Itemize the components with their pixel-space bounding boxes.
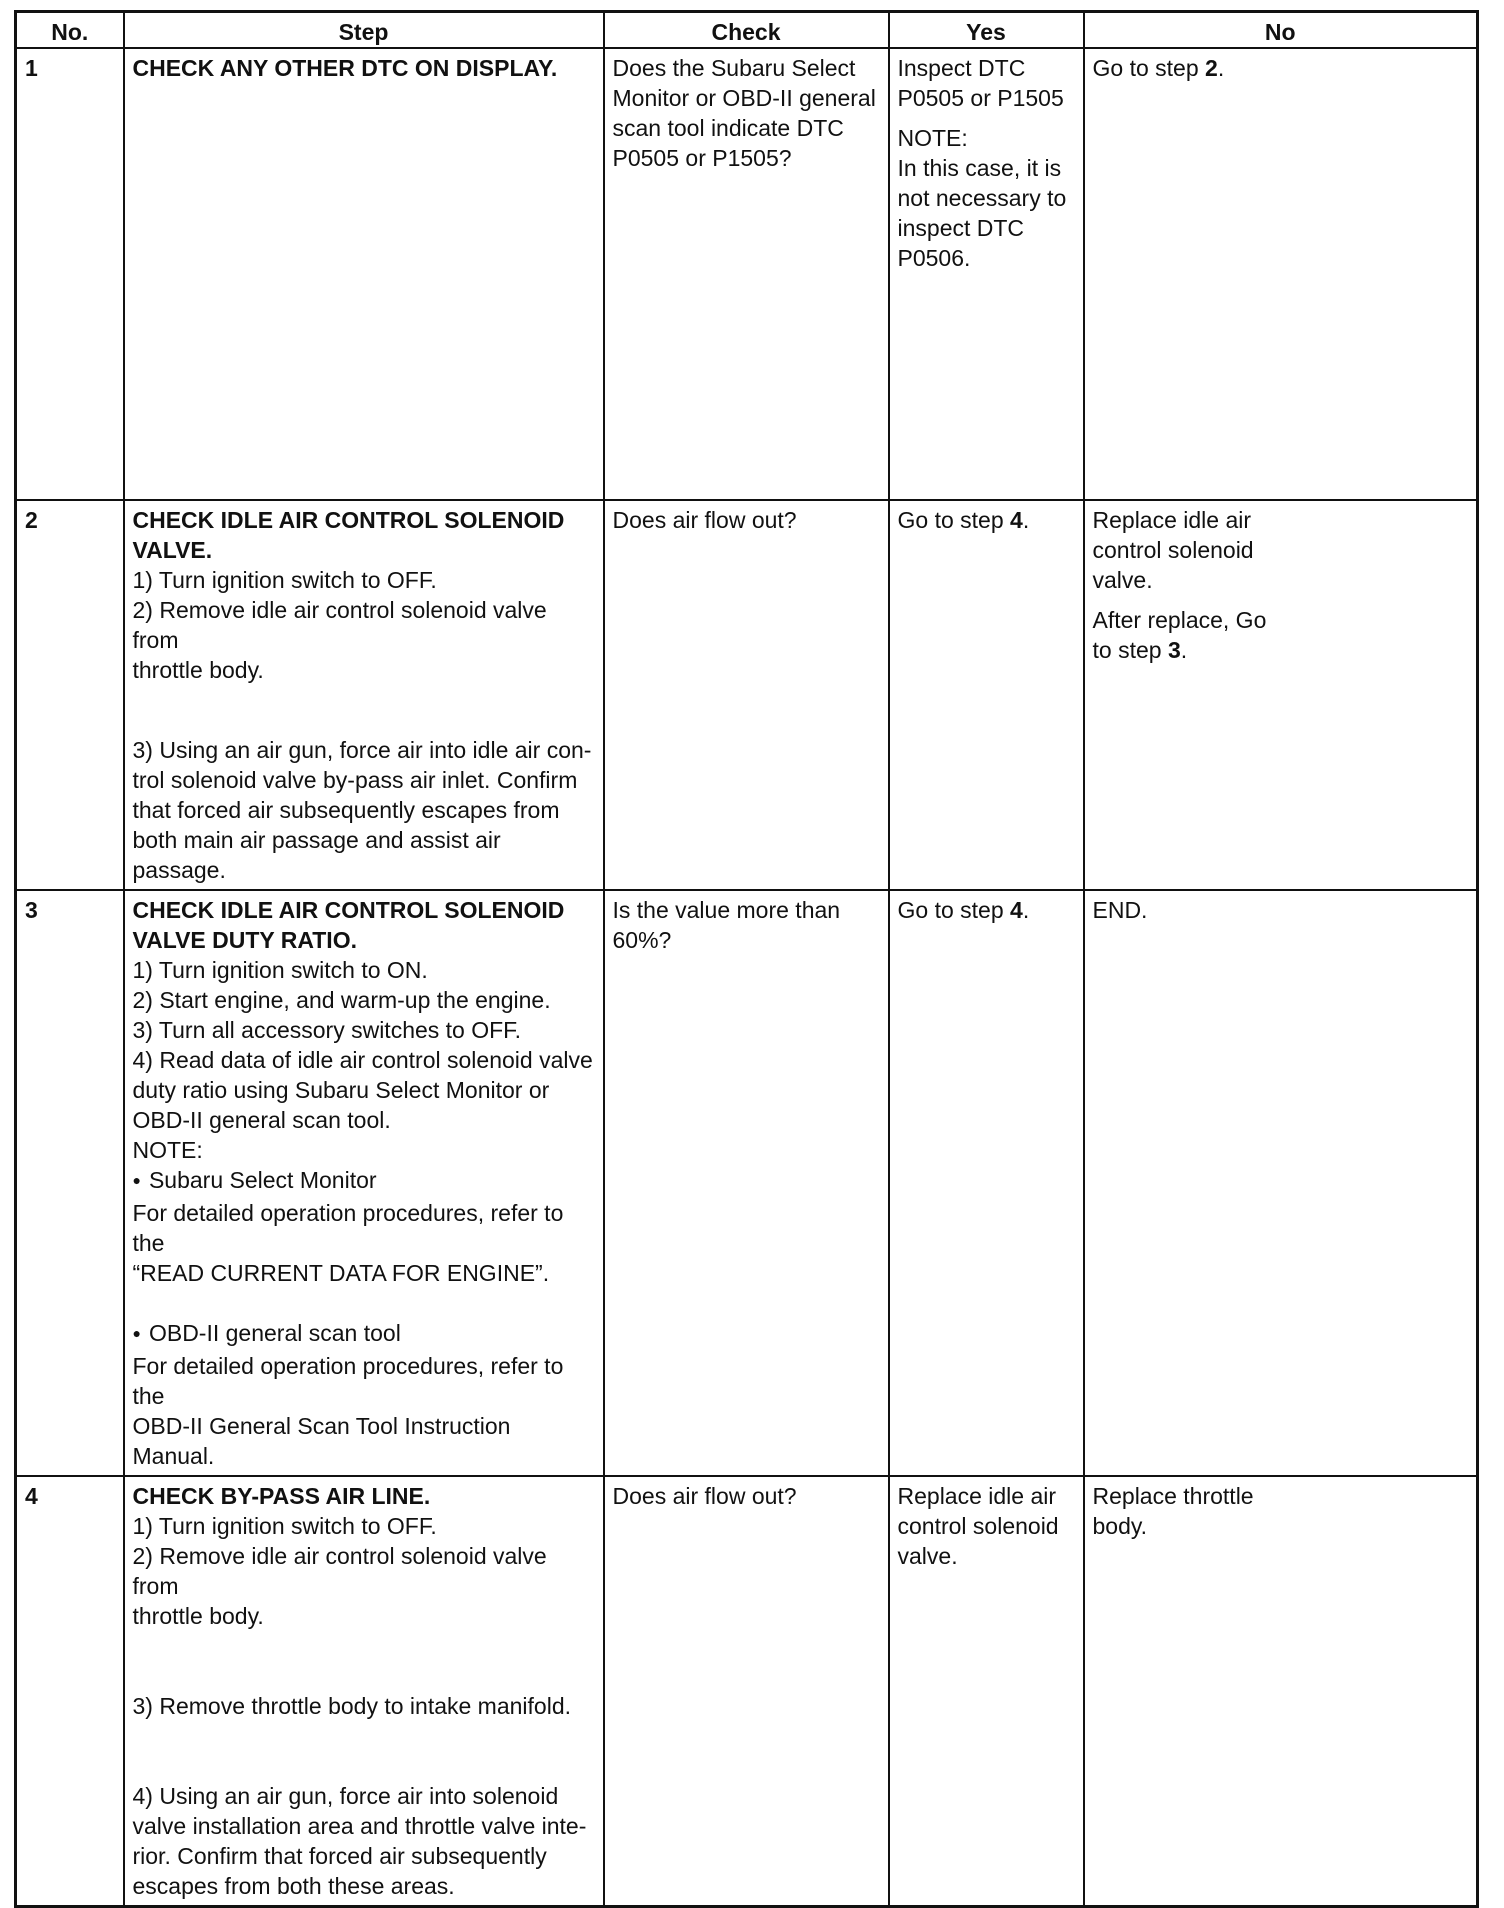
step-line: For detailed operation procedures, refer to the [132,1353,564,1409]
row-number: 1 [16,48,124,500]
step-line: both main air passage and assist air passage. [132,827,501,883]
step-line: 1) Turn ignition switch to OFF. [132,1513,437,1539]
step-line: 3) Turn all accessory switches to OFF. [132,1017,522,1043]
step-line: NOTE: [132,1137,203,1163]
step-line: “READ CURRENT DATA FOR ENGINE”. [132,1260,550,1286]
yes-line: valve. [897,1543,958,1569]
no-line: body. [1092,1513,1148,1539]
check-line: Does the Subaru Select [612,55,856,81]
note-label: NOTE: [897,125,968,151]
no-line: Replace idle air [1092,507,1252,533]
step-title: VALVE. [132,537,213,563]
step-line: trol solenoid valve by-pass air inlet. Confirm [132,767,578,793]
step-line: OBD-II general scan tool. [132,1107,391,1133]
yes-text: Go to step [897,897,1011,923]
yes-line: Replace idle air [897,1483,1057,1509]
no-text: to step [1092,637,1168,663]
bullet-item: ● OBD-II general scan tool [133,1318,595,1351]
check-cell: Does air flow out? [604,1476,889,1907]
no-cell [1084,500,1478,890]
note-line: P0506. [897,245,971,271]
step-line: throttle body. [132,1603,264,1629]
step-title: CHECK BY-PASS AIR LINE. [132,1483,431,1509]
step-line: escapes from both these areas. [132,1873,455,1899]
step-title: CHECK IDLE AIR CONTROL SOLENOID [132,897,565,923]
no-cell [1084,1476,1478,1907]
step-ref: 2 [1205,55,1218,81]
step-line: 2) Start engine, and warm-up the engine. [132,987,551,1013]
check-cell [604,890,889,1476]
yes-suffix: . [1022,897,1030,923]
check-line: 60%? [612,927,672,953]
table-row [16,500,1478,890]
step-line: rior. Confirm that forced air subsequently [132,1843,547,1869]
diagnostic-table [14,10,1479,1908]
step-title: VALVE DUTY RATIO. [132,927,357,953]
yes-cell [889,1476,1084,1907]
header-no: No. [16,12,124,49]
spacer [133,1721,595,1781]
yes-cell [889,48,1084,500]
yes-cell [889,500,1084,890]
step-cell [124,890,604,1476]
header-yes: Yes [889,12,1084,49]
step-line: valve installation area and throttle valve inte- [132,1813,587,1839]
check-line: Monitor or OBD-II general [612,85,876,111]
step-line: 1) Turn ignition switch to ON. [132,957,428,983]
row-number: 3 [16,890,124,1476]
check-line: scan tool indicate DTC [612,115,844,141]
spacer [133,685,595,735]
header-step: Step [124,12,604,49]
spacer [133,1288,595,1318]
table-row [16,890,1478,1476]
no-suffix: . [1217,55,1225,81]
check-cell [604,48,889,500]
row-number: 2 [16,500,124,890]
no-cell [1084,48,1478,500]
note-line: inspect DTC [897,215,1025,241]
yes-suffix: . [1022,507,1030,533]
no-suffix: . [1180,637,1188,663]
step-line: For detailed operation procedures, refer to the [132,1200,564,1256]
step-line: throttle body. [132,657,264,683]
step-line: 4) Read data of idle air control solenoid valve [132,1047,593,1073]
header-no-col: No [1084,12,1478,49]
header-row [16,12,1478,49]
no-line: control solenoid [1092,537,1254,563]
yes-text: Go to step [897,507,1011,533]
row-number: 4 [16,1476,124,1907]
bullet-item: ● Subaru Select Monitor [133,1165,595,1198]
check-cell: Does air flow out? [604,500,889,890]
step-line: that forced air subsequently escapes from [132,797,560,823]
note-line: In this case, it is [897,155,1062,181]
step-cell [124,500,604,890]
no-line [1093,635,1469,665]
step-ref: 4 [1010,507,1023,533]
step-cell [124,48,604,500]
step-line: 1) Turn ignition switch to OFF. [132,567,437,593]
step-line: 2) Remove idle air control solenoid valve from [132,597,547,653]
no-line: valve. [1092,567,1153,593]
note-line: not necessary to [897,185,1067,211]
no-line: After replace, Go [1092,607,1267,633]
step-line: 4) Using an air gun, force air into solenoid [132,1783,559,1809]
step-line: 3) Remove throttle body to intake manifold. [132,1693,572,1719]
step-title: CHECK IDLE AIR CONTROL SOLENOID [132,507,565,533]
step-line: 3) Using an air gun, force air into idle air con- [132,737,592,763]
no-text: Go to step [1092,55,1206,81]
table-row [16,48,1478,500]
yes-line: control solenoid [897,1513,1059,1539]
step-cell [124,1476,604,1907]
yes-line: Inspect DTC [897,55,1026,81]
spacer [133,1631,595,1691]
table-row [16,1476,1478,1907]
step-ref: 3 [1167,637,1181,663]
step-ref: 4 [1010,897,1023,923]
no-line: Replace throttle [1092,1483,1254,1509]
check-line: P0505 or P1505? [612,145,792,171]
step-line: OBD-II General Scan Tool Instruction Manual. [132,1413,511,1469]
step-line: duty ratio using Subaru Select Monitor or [132,1077,550,1103]
yes-cell [889,890,1084,1476]
header-check: Check [604,12,889,49]
step-line: 2) Remove idle air control solenoid valve from [132,1543,547,1599]
check-line: Is the value more than [612,897,841,923]
yes-line: P0505 or P1505 [897,85,1064,111]
no-cell: END. [1084,890,1478,1476]
step-title: CHECK ANY OTHER DTC ON DISPLAY. [132,55,558,81]
